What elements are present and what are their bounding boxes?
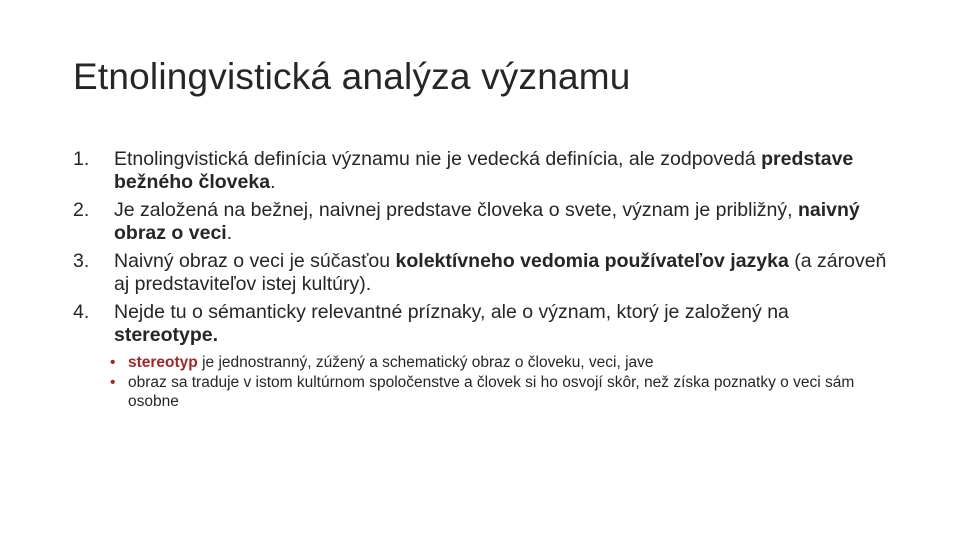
bullet-icon: •	[110, 374, 116, 391]
item-text-end: .	[226, 222, 233, 244]
list-item	[73, 250, 893, 296]
item-bold: kolektívneho vedomia používateľov jazyka	[395, 250, 789, 272]
sub-text: obraz sa traduje v istom kultúrnom spoločenstve a človek si ho osvojí skôr, než získa poznatky o veci sám osobne	[128, 374, 855, 410]
list-item	[73, 148, 893, 194]
sub-list-item	[108, 373, 893, 411]
sub-list	[108, 353, 893, 411]
item-text: Nejde tu o sémanticky relevantné príznaky, ale o význam, ktorý je založený na	[114, 301, 789, 323]
list-item	[73, 199, 893, 245]
item-number: 2.	[73, 199, 90, 221]
item-number: 3.	[73, 250, 90, 272]
sub-list-item	[108, 353, 893, 372]
item-number: 4.	[73, 301, 90, 323]
item-text-end: (a zároveň aj predstaviteľov istej kultúry).	[114, 250, 887, 295]
item-bold: stereotype.	[114, 324, 219, 346]
item-text: Je založená na bežnej, naivnej predstave človeka o svete, význam je približný,	[114, 199, 798, 221]
sub-text: je jednostranný, zúžený a schematický obraz o človeku, veci, jave	[197, 354, 654, 371]
item-text-end: .	[270, 171, 276, 193]
item-bold: naivný obraz o veci	[114, 199, 860, 244]
item-number: 1.	[73, 148, 90, 170]
bullet-icon: •	[110, 354, 116, 371]
item-text: Naivný obraz o veci je súčasťou	[114, 250, 396, 272]
list-item	[73, 301, 893, 411]
sub-term: stereotyp	[128, 354, 198, 371]
item-bold: predstave bežného človeka	[114, 148, 854, 193]
item-text: Etnolingvistická definícia významu nie je vedecká definícia, ale zodpovedá	[114, 148, 762, 170]
slide-title: Etnolingvistická analýza významu	[73, 56, 631, 97]
numbered-list	[73, 148, 893, 416]
